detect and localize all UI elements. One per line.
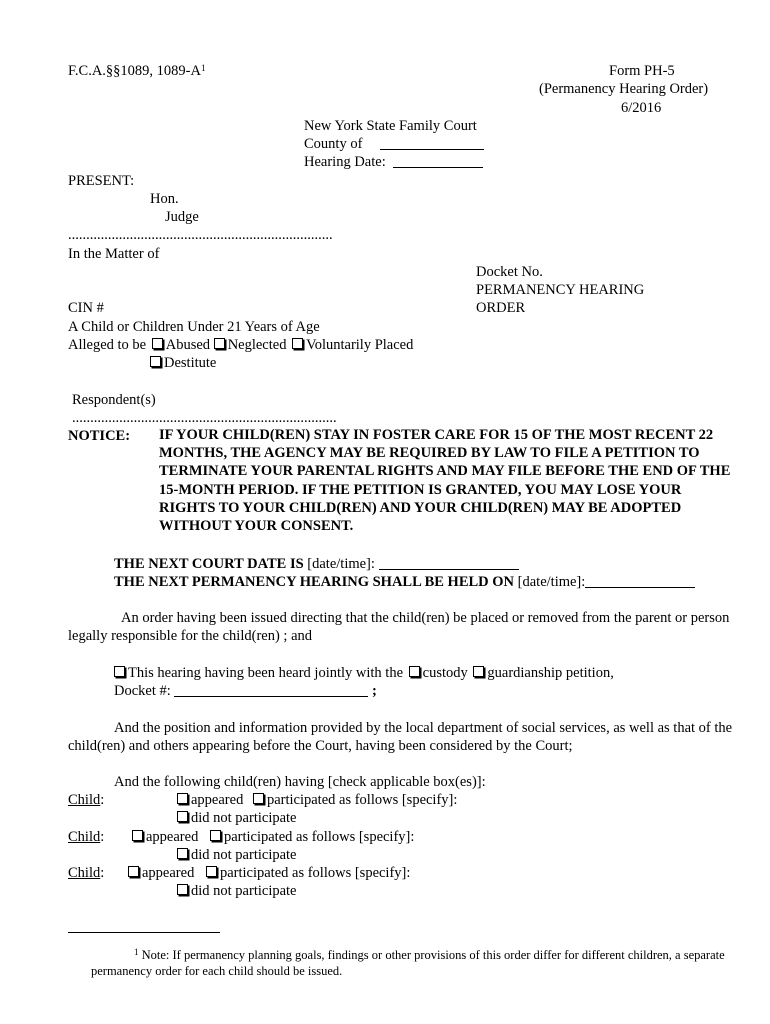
order-title-line1: PERMANENCY HEARING bbox=[476, 282, 645, 298]
child-not-participate-checkbox[interactable] bbox=[177, 884, 188, 895]
custody-checkbox[interactable] bbox=[409, 666, 420, 677]
children-intro: And the following child(ren) having [check applicable box(es)]: bbox=[114, 774, 486, 790]
child-options: appeared participated as follows [specify]: bbox=[177, 791, 457, 809]
form-date: 6/2016 bbox=[621, 100, 662, 116]
county-row bbox=[304, 135, 484, 153]
footnote-rule bbox=[68, 932, 220, 933]
neglected-checkbox[interactable] bbox=[214, 338, 225, 349]
notice-label: NOTICE: bbox=[68, 428, 131, 444]
child-not-participate-checkbox[interactable] bbox=[177, 811, 188, 822]
next-hearing-date-row: THE NEXT PERMANENCY HEARING SHALL BE HELD ON [date/time]: bbox=[114, 573, 695, 591]
position-paragraph: And the position and information provided by the local department of social services, as well as that of the child(ren) and others appearing before the Court, having been considered by the Court; bbox=[68, 720, 733, 755]
footnote-line1: $^1$ Note: If permanency planning goals, findings or other provisions of this order differ for different children, a separate bbox=[134, 947, 725, 962]
child-row: Child: bbox=[68, 792, 105, 808]
guardianship-checkbox[interactable] bbox=[473, 666, 484, 677]
judge-label: Judge bbox=[165, 209, 199, 225]
child-row: Child: bbox=[68, 865, 105, 881]
child-not-participate: did not participate bbox=[177, 809, 297, 827]
child-not-participate-checkbox[interactable] bbox=[177, 848, 188, 859]
court-name: New York State Family Court bbox=[304, 118, 477, 134]
child-appeared-checkbox[interactable] bbox=[132, 830, 143, 841]
child-options: appeared participated as follows [specify]: bbox=[128, 864, 410, 882]
child-appeared-checkbox[interactable] bbox=[177, 793, 188, 804]
footnote-line2: permanency order for each child should be issued. bbox=[91, 964, 343, 978]
child-description: A Child or Children Under 21 Years of Age bbox=[68, 319, 320, 335]
child-appeared-checkbox[interactable] bbox=[128, 866, 139, 877]
present-label: PRESENT: bbox=[68, 173, 135, 189]
notice-text: IF YOUR CHILD(REN) STAY IN FOSTER CARE FOR 15 OF THE MOST RECENT 22 MONTHS, THE AGENCY MAY BE REQUIRED BY LAW TO FILE A PETITION TO TERMINATE YOUR PARENTAL RIGHTS AND MAY FILE BEFORE THE END OF THE 15-MONTH PERIOD. IF THE PETITION IS GRANTED, YOU MAY LOSE YOUR RIGHTS TO YOUR CHILD(REN) AND YOUR CHILD(REN) MAY BE ADOPTED WITHOUT YOUR CONSENT. bbox=[159, 427, 731, 535]
joint-docket-field[interactable] bbox=[174, 683, 368, 697]
docket-number-label: Docket No. bbox=[476, 264, 543, 280]
hon-label: Hon. bbox=[150, 191, 179, 207]
county-label: County of bbox=[304, 136, 363, 152]
child-not-participate: did not participate bbox=[177, 882, 297, 900]
child-participated-checkbox[interactable] bbox=[210, 830, 221, 841]
footnote-marker: 1 bbox=[200, 63, 206, 73]
destitute-checkbox[interactable] bbox=[150, 356, 161, 367]
next-hearing-date-field[interactable] bbox=[585, 574, 695, 588]
respondents-label: Respondent(s) bbox=[72, 392, 156, 408]
child-participated-checkbox[interactable] bbox=[206, 866, 217, 877]
in-matter-of: In the Matter of bbox=[68, 246, 160, 262]
voluntarily-placed-checkbox[interactable] bbox=[292, 338, 303, 349]
child-not-participate: did not participate bbox=[177, 846, 297, 864]
next-court-date-row: THE NEXT COURT DATE IS [date/time]: bbox=[114, 555, 519, 573]
order-paragraph: An order having been issued directing that the child(ren) be placed or removed from the parent or person legally responsible for the child(ren) ; and bbox=[68, 610, 730, 645]
joint-hearing-checkbox[interactable] bbox=[114, 666, 125, 677]
caption-bottom-divider: ......................................................................... bbox=[72, 410, 337, 426]
abused-checkbox[interactable] bbox=[152, 338, 163, 349]
hearing-date-field[interactable] bbox=[393, 154, 483, 168]
child-row: Child: bbox=[68, 829, 105, 845]
form-id: Form PH-5 bbox=[609, 63, 675, 79]
child-participated-checkbox[interactable] bbox=[253, 793, 264, 804]
next-court-date-field[interactable] bbox=[379, 556, 519, 570]
cin-label: CIN # bbox=[68, 300, 104, 316]
hearing-date-row bbox=[304, 153, 483, 171]
form-title: (Permanency Hearing Order) bbox=[539, 81, 709, 97]
child-options: appeared participated as follows [specify]: bbox=[132, 828, 414, 846]
joint-hearing-row: This hearing having been heard jointly with the custody guardianship petition, bbox=[114, 664, 614, 682]
county-field[interactable] bbox=[380, 136, 484, 150]
order-title-line2: ORDER bbox=[476, 300, 526, 316]
statute-reference: F.C.A.§§1089, $1089-A^1$ bbox=[68, 63, 206, 79]
caption-top-divider: ......................................................................... bbox=[68, 227, 333, 243]
joint-docket-row: Docket #: ; bbox=[114, 683, 377, 699]
hearing-date-label: Hearing Date: bbox=[304, 154, 386, 170]
alleged-row: Alleged to be Abused Neglected Voluntarily Placed bbox=[68, 337, 414, 353]
destitute-row: Destitute bbox=[150, 354, 216, 372]
